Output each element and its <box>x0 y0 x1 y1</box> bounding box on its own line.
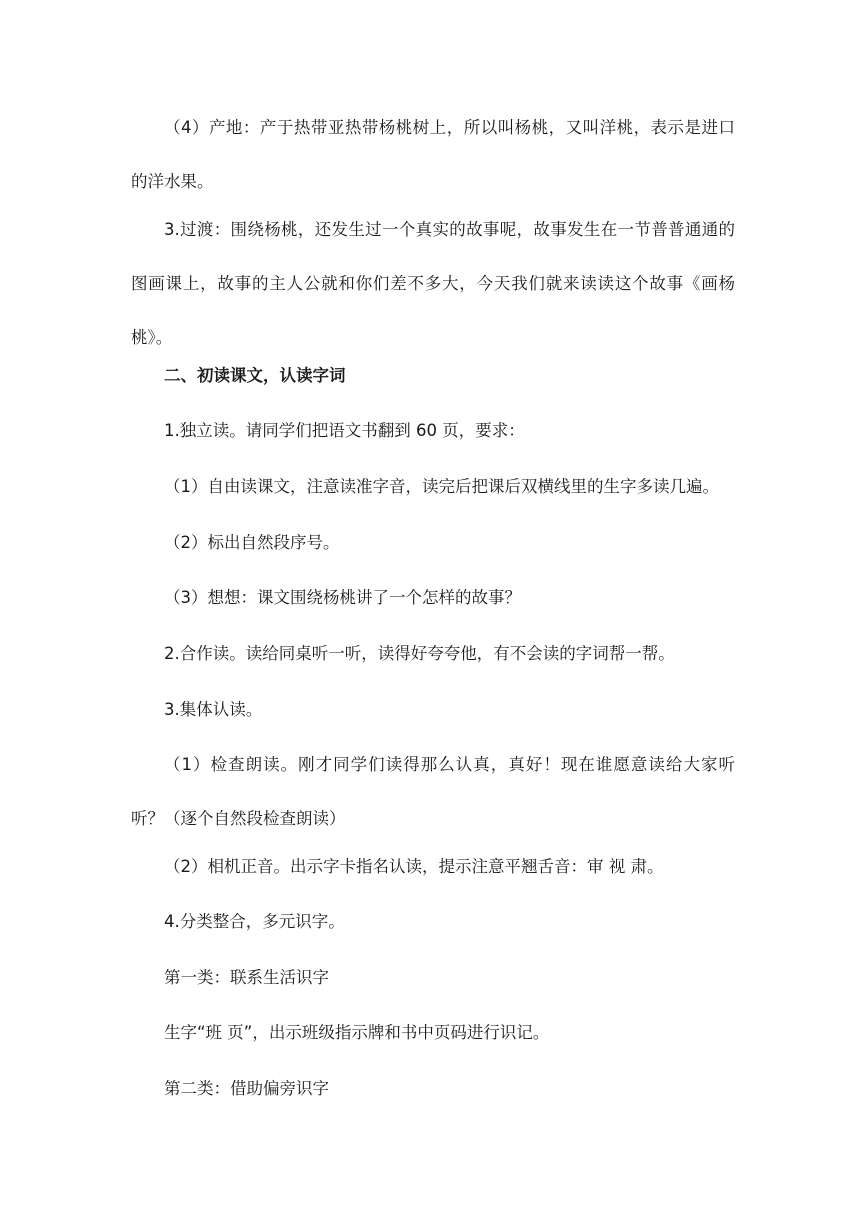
paragraph-requirement-3: （3）想想：课文围绕杨桃讲了一个怎样的故事？ <box>164 588 521 607</box>
paragraph-group-reading: 3.集体认读。 <box>164 700 263 719</box>
paragraph-pronunciation: （2）相机正音。出示字卡指名认读，提示注意平翘舌音：审 视 肃。 <box>164 857 664 876</box>
paragraph-classification: 4.分类整合，多元识字。 <box>164 912 345 931</box>
paragraph-requirement-2: （2）标出自然段序号。 <box>164 533 340 552</box>
paragraph-check-reading: （1）检查朗读。刚才同学们读得那么认真，真好！现在谁愿意读给大家听听？（逐个自然段检查朗读） <box>131 755 735 828</box>
paragraph-requirement-1: （1）自由读课文，注意读准字音，读完后把课后双横线里的生字多读几遍。 <box>164 477 719 496</box>
paragraph-category-1: 第一类：联系生活识字 <box>164 968 329 987</box>
paragraph-transition: 3.过渡：围绕杨桃，还发生过一个真实的故事呢，故事发生在一节普普通通的图画课上，故事的主人公就和你们差不多大，今天我们就来读读这个故事《画杨桃》。 <box>131 220 735 347</box>
section-heading: 二、初读课文，认读字词 <box>164 366 346 385</box>
paragraph-new-characters: 生字“班 页”，出示班级指示牌和书中页码进行识记。 <box>164 1023 550 1042</box>
paragraph-independent-reading: 1.独立读。请同学们把语文书翻到 60 页，要求： <box>164 421 525 440</box>
paragraph-category-2: 第二类：借助偏旁识字 <box>164 1079 329 1098</box>
paragraph-cooperative-reading: 2.合作读。读给同桌听一听，读得好夸夸他，有不会读的字词帮一帮。 <box>164 644 675 663</box>
paragraph-origin: （4）产地：产于热带亚热带杨桃树上，所以叫杨桃，又叫洋桃，表示是进口的洋水果。 <box>131 118 735 191</box>
